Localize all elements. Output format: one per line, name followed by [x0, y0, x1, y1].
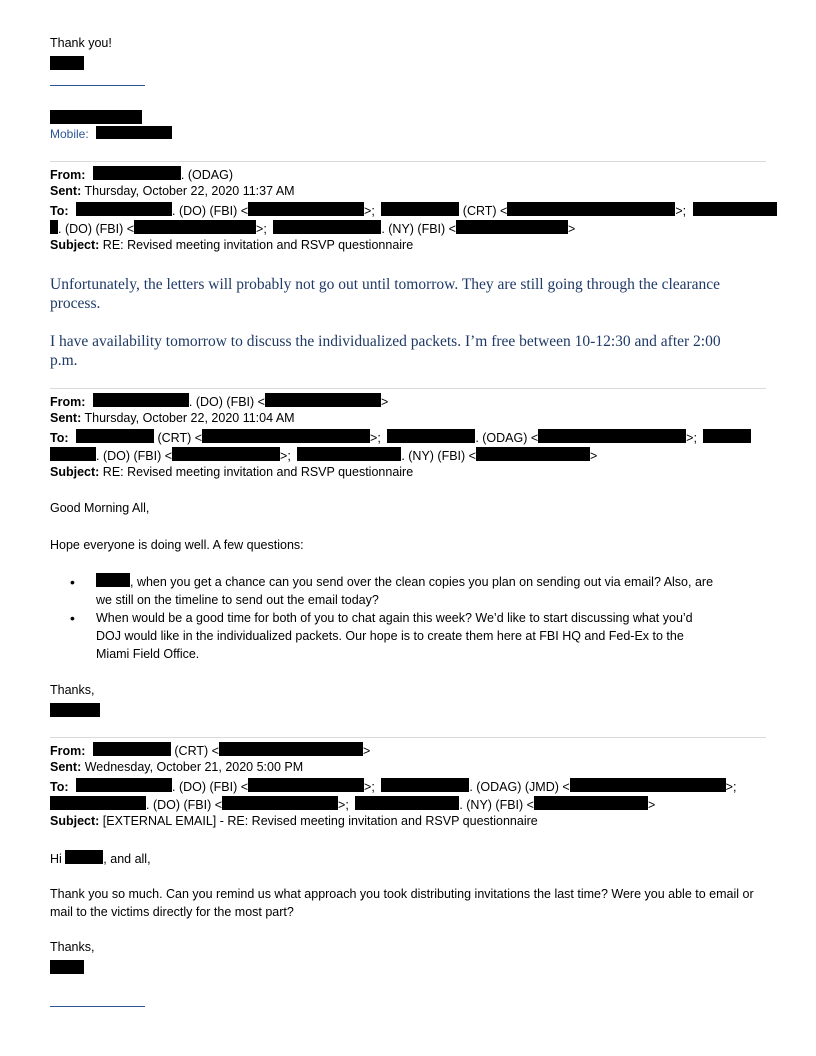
redaction-block: [538, 429, 686, 443]
redaction-block: [202, 429, 370, 443]
redaction-block: [248, 202, 364, 216]
sent-line: [50, 760, 303, 774]
recipient-text: . (DO) (FBI) <: [58, 222, 135, 236]
sent-label: Sent:: [50, 184, 82, 198]
recipient-text: (CRT) <: [462, 204, 508, 218]
recipient-text: . (ODAG) (JMD) <: [469, 780, 570, 794]
redaction-block: [50, 703, 100, 717]
signoff: Thanks,: [50, 683, 95, 697]
recipient-text: . (DO) (FBI) <: [172, 204, 249, 218]
redaction-block: [50, 56, 84, 70]
redaction-block: [50, 447, 96, 461]
redaction-block: [93, 742, 171, 756]
redaction-block: [93, 166, 181, 180]
from-label: From:: [50, 395, 86, 409]
recipient-text: >;: [370, 431, 381, 445]
redaction-block: [381, 778, 469, 792]
to-line-continued: [50, 447, 597, 463]
redaction-block: [570, 778, 726, 792]
to-line: [50, 429, 751, 445]
redaction-block: [93, 393, 189, 407]
redaction-block: [355, 796, 459, 810]
to-line-continued: [50, 796, 655, 812]
separator-line: [50, 388, 766, 389]
greeting-text: Hi: [50, 852, 62, 866]
redaction-block: [456, 220, 568, 234]
body-paragraph: Thank you so much. Can you remind us what approach you took distributing invitations the last time? Were you able to email or mail to the victims directly for the most part?: [50, 887, 754, 919]
mobile-label: Mobile:: [50, 127, 89, 141]
sent-label: Sent:: [50, 411, 82, 425]
from-line: [50, 742, 370, 758]
separator-line: [50, 737, 766, 738]
redaction-block: [693, 202, 777, 216]
subject-line: [50, 814, 538, 828]
sent-label: Sent:: [50, 760, 82, 774]
recipient-text: >;: [725, 780, 737, 794]
recipient-text: . (NY) (FBI) <: [381, 222, 456, 236]
sent-line: [50, 184, 295, 198]
recipient-text: . (NY) (FBI) <: [459, 798, 534, 812]
redaction-block: [273, 220, 381, 234]
redaction-block: [265, 393, 381, 407]
redaction-block: [96, 126, 172, 139]
recipient-text: . (DO) (FBI) <: [172, 780, 249, 794]
redaction-block: [76, 429, 154, 443]
recipient-text: >: [647, 798, 656, 812]
redaction-block: [219, 742, 363, 756]
recipient-text: >;: [364, 204, 375, 218]
intro-text: Hope everyone is doing well. A few questions:: [50, 538, 304, 552]
redaction-block: [297, 447, 401, 461]
redaction-block: [534, 796, 648, 810]
mobile-line: [50, 126, 172, 141]
from-line: [50, 166, 233, 182]
recipient-text: >;: [686, 431, 697, 445]
list-item: [70, 573, 720, 609]
recipient-text: . (DO) (FBI) <: [96, 449, 173, 463]
redaction-block: [76, 202, 172, 216]
greeting: Good Morning All,: [50, 501, 150, 515]
to-line: [50, 778, 736, 794]
to-line-continued: [50, 220, 575, 236]
redaction-block: [248, 778, 364, 792]
recipient-text: >;: [364, 780, 375, 794]
sender-org: . (ODAG): [180, 168, 233, 182]
subject-text: RE: Revised meeting invitation and RSVP questionnaire: [102, 238, 414, 252]
list-item: [70, 609, 720, 663]
from-label: From:: [50, 168, 86, 182]
question-list: [70, 573, 720, 663]
to-label: To:: [50, 780, 69, 794]
redaction-block: [381, 202, 459, 216]
subject-line: [50, 238, 413, 252]
recipient-text: >;: [280, 449, 291, 463]
sent-date: Thursday, October 22, 2020 11:04 AM: [84, 411, 295, 425]
list-item-text: , when you get a chance can you send over the clean copies you plan on sending out via email? Also, are we still on the timeline to send out the email today?: [96, 575, 714, 607]
body-paragraph: I have availability tomorrow to discuss the individualized packets. I’m free between 10-12:30 and after 2:00 p.m.: [50, 333, 721, 369]
sender-text: >: [362, 744, 371, 758]
sent-date: Wednesday, October 21, 2020 5:00 PM: [84, 760, 304, 774]
recipient-text: >;: [338, 798, 349, 812]
redaction-block: [476, 447, 590, 461]
recipient-text: >: [589, 449, 598, 463]
separator-line: [50, 161, 766, 162]
redaction-block: [172, 447, 280, 461]
subject-label: Subject:: [50, 465, 100, 479]
from-label: From:: [50, 744, 86, 758]
redaction-block: [65, 850, 103, 864]
redaction-block: [76, 778, 172, 792]
redaction-block: [50, 110, 142, 124]
recipient-text: >;: [675, 204, 687, 218]
greeting: [50, 850, 151, 866]
redaction-block: [50, 220, 58, 234]
redaction-block: [703, 429, 751, 443]
sender-text: (CRT) <: [174, 744, 219, 758]
redaction-block: [50, 960, 84, 974]
subject-label: Subject:: [50, 814, 100, 828]
subject-label: Subject:: [50, 238, 100, 252]
signoff: Thanks,: [50, 940, 95, 954]
recipient-text: >: [567, 222, 576, 236]
sender-text: >: [380, 395, 389, 409]
redaction-block: [222, 796, 338, 810]
list-item-text: When would be a good time for both of you to chat again this week? We’d like to start discussing what you’d DOJ would like in the individualized packets. Our hope is to create them here at FBI HQ and Fed-Ex to the Miami Field Office.: [96, 611, 693, 661]
recipient-text: . (DO) (FBI) <: [146, 798, 223, 812]
redaction-block: [50, 796, 146, 810]
redaction-block: [387, 429, 475, 443]
to-label: To:: [50, 204, 69, 218]
to-label: To:: [50, 431, 69, 445]
body-paragraph: Unfortunately, the letters will probably not go out until tomorrow. They are still going through the clearance process.: [50, 276, 721, 312]
recipient-text: >;: [256, 222, 267, 236]
sent-line: [50, 411, 295, 425]
redaction-block: [507, 202, 675, 216]
subject-text: RE: Revised meeting invitation and RSVP questionnaire: [102, 465, 414, 479]
sent-date: Thursday, October 22, 2020 11:37 AM: [84, 184, 295, 198]
closing-thanks: Thank you!: [50, 36, 112, 50]
recipient-text: . (ODAG) <: [475, 431, 539, 445]
recipient-text: (CRT) <: [157, 431, 203, 445]
redaction-block: [134, 220, 256, 234]
signature-rule: [50, 1006, 145, 1007]
greeting-text: , and all,: [103, 852, 151, 866]
from-line: [50, 393, 388, 409]
subject-text: [EXTERNAL EMAIL] - RE: Revised meeting invitation and RSVP questionnaire: [102, 814, 538, 828]
signature-rule: [50, 85, 145, 86]
subject-line: [50, 465, 413, 479]
recipient-text: . (NY) (FBI) <: [401, 449, 476, 463]
redaction-block: [96, 573, 130, 587]
sender-text: . (DO) (FBI) <: [188, 395, 265, 409]
to-line: [50, 202, 777, 218]
